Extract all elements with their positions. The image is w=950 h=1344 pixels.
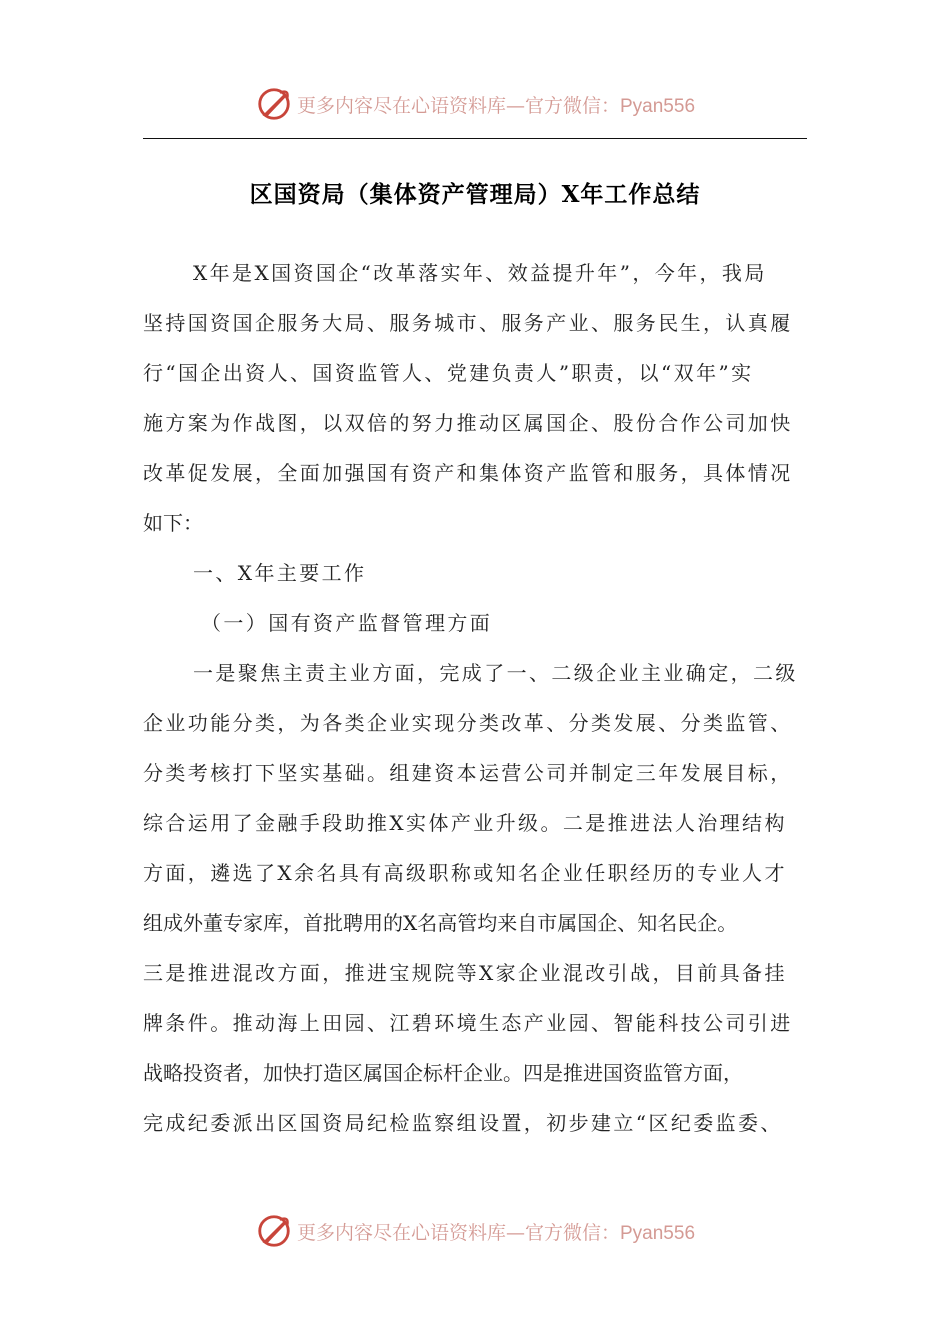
banner-text xyxy=(297,1218,695,1245)
body-line: 如下： xyxy=(143,511,203,535)
body-line: 牌条件。推动海上田园、江碧环境生态产业园、智能科技公司引进 xyxy=(143,1011,793,1035)
footer-watermark-banner xyxy=(0,1211,950,1251)
body-line: 分类考核打下坚实基础。组建资本运营公司并制定三年发展目标， xyxy=(143,761,793,785)
banner-label: 官方微信： xyxy=(524,1221,620,1244)
body-line: 施方案为作战图，以双倍的努力推动区属国企、股份合作公司加快 xyxy=(143,411,793,435)
body-line: 完成纪委派出区国资局纪检监察组设置，初步建立“区纪委监委、 xyxy=(143,1111,783,1135)
quill-logo-icon xyxy=(255,85,293,123)
banner-label: 官方微信： xyxy=(524,94,620,117)
subsection-heading: （一）国有资产监督管理方面 xyxy=(201,611,493,635)
body-line: 方面，遴选了X余名具有高级职称或知名企业任职经历的专业人才 xyxy=(143,861,787,885)
banner-dash: — xyxy=(505,1221,525,1244)
body-line: 战略投资者，加快打造区属国企标杆企业。四是推进国资监管方面， xyxy=(143,1061,743,1085)
body-line: 企业功能分类，为各类企业实现分类改革、分类发展、分类监管、 xyxy=(143,711,793,735)
body-line: 综合运用了金融手段助推X实体产业升级。二是推进法人治理结构 xyxy=(143,811,787,835)
banner-wechat-id: Pyan556 xyxy=(620,95,696,117)
banner-wechat-id: Pyan556 xyxy=(620,1222,696,1244)
document-body xyxy=(143,248,807,1148)
quill-logo-icon xyxy=(255,1212,293,1250)
header-divider xyxy=(143,138,807,139)
document-title: 区国资局（集体资产管理局）X年工作总结 xyxy=(249,181,701,208)
body-line: 行“国企出资人、国资监管人、党建负责人”职责，以“双年”实 xyxy=(143,361,754,385)
banner-text xyxy=(297,91,695,118)
body-line: 三是推进混改方面，推进宝规院等X家企业混改引战，目前具备挂 xyxy=(143,961,787,985)
body-line: 坚持国资国企服务大局、服务城市、服务产业、服务民生，认真履 xyxy=(143,311,793,335)
body-line: 改革促发展，全面加强国有资产和集体资产监管和服务，具体情况 xyxy=(143,461,793,485)
body-line: 组成外董专家库，首批聘用的X名高管均来自市属国企、知名民企。 xyxy=(143,911,738,935)
header-watermark-banner xyxy=(0,84,950,124)
banner-main-text: 更多内容尽在心语资料库 xyxy=(296,94,506,117)
body-line: X年是X国资国企“改革落实年、效益提升年”，今年，我局 xyxy=(193,261,767,285)
banner-main-text: 更多内容尽在心语资料库 xyxy=(296,1221,506,1244)
body-line: 一是聚焦主责主业方面，完成了一、二级企业主业确定，二级 xyxy=(193,661,798,685)
section-heading: 一、X年主要工作 xyxy=(193,561,367,585)
banner-dash: — xyxy=(505,94,525,117)
